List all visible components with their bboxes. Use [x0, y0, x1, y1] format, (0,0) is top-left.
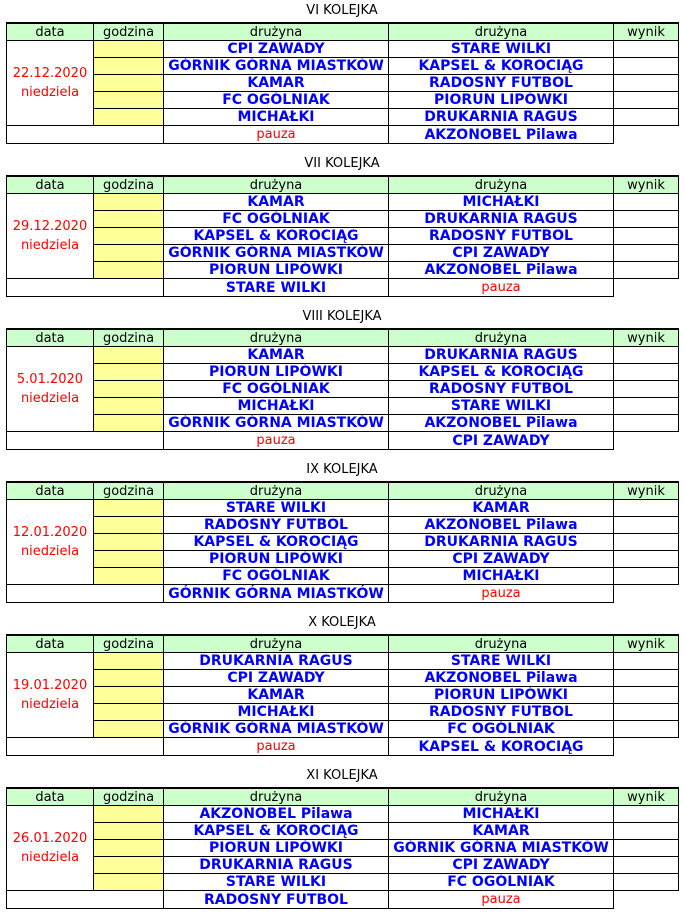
- match-row: [7, 806, 679, 823]
- away-team-cell: KAMAR: [389, 500, 614, 517]
- column-header-godzina: godzina: [94, 482, 164, 500]
- match-row: [7, 840, 679, 857]
- home-team-cell: pauza: [164, 432, 389, 450]
- away-team-cell: FC OGÓLNIAK: [389, 721, 614, 738]
- result-cell: [614, 75, 679, 92]
- column-header-wynik: wynik: [614, 482, 679, 500]
- round-section: [6, 3, 678, 144]
- match-row: [7, 228, 679, 245]
- result-cell: [614, 670, 679, 687]
- header-row: [7, 635, 679, 653]
- time-cell: [94, 704, 164, 721]
- home-team-cell: FC OGÓLNIAK: [164, 92, 389, 109]
- home-team-cell: PIORUN LIPÓWKI: [164, 364, 389, 381]
- result-cell: [614, 568, 679, 585]
- date-cell: [7, 194, 94, 279]
- round-table: [6, 328, 679, 450]
- blank-spacer: [7, 279, 164, 297]
- result-cell: [614, 415, 679, 432]
- column-header-druzyna-home: drużyna: [164, 23, 389, 41]
- home-team-cell: FC OGÓLNIAK: [164, 211, 389, 228]
- time-cell: [94, 823, 164, 840]
- away-team-cell: RADOSNY FUTBOL: [389, 704, 614, 721]
- column-header-godzina: godzina: [94, 23, 164, 41]
- home-team-cell: PIORUN LIPÓWKI: [164, 551, 389, 568]
- time-cell: [94, 364, 164, 381]
- result-cell: [614, 704, 679, 721]
- column-header-godzina: godzina: [94, 635, 164, 653]
- blank-spacer: [7, 585, 164, 603]
- home-team-cell: GÓRNIK GÓRNA MIASTKÓW: [164, 721, 389, 738]
- away-team-cell: CPI ZAWADY: [389, 551, 614, 568]
- result-cell: [614, 857, 679, 874]
- header-row: [7, 482, 679, 500]
- away-team-cell: KAPSEL & KOROCIĄG: [389, 58, 614, 75]
- result-cell: [614, 228, 679, 245]
- away-team-cell: KAMAR: [389, 823, 614, 840]
- away-team-cell: pauza: [389, 585, 614, 603]
- result-cell: [614, 109, 679, 126]
- day-name: niedziela: [20, 850, 80, 865]
- match-row: [7, 347, 679, 364]
- away-team-cell: AKZONOBEL Pilawa: [389, 126, 614, 144]
- day-name: niedziela: [20, 391, 80, 406]
- time-cell: [94, 75, 164, 92]
- header-row: [7, 329, 679, 347]
- home-team-cell: KAPSEL & KOROCIĄG: [164, 228, 389, 245]
- away-team-cell: DRUKARNIA RAGUS: [389, 534, 614, 551]
- blank-spacer: [7, 891, 164, 909]
- away-team-cell: GÓRNIK GÓRNA MIASTKÓW: [389, 840, 614, 857]
- round-table: [6, 22, 679, 144]
- match-row: [7, 92, 679, 109]
- blank-spacer: [7, 738, 164, 756]
- match-row: [7, 857, 679, 874]
- away-team-cell: STARE WILKI: [389, 653, 614, 670]
- home-team-cell: PIORUN LIPÓWKI: [164, 840, 389, 857]
- home-team-cell: MICHAŁKI: [164, 704, 389, 721]
- result-cell: [614, 517, 679, 534]
- column-header-druzyna-home: drużyna: [164, 482, 389, 500]
- home-team-cell: PIORUN LIPÓWKI: [164, 262, 389, 279]
- home-team-cell: KAPSEL & KOROCIĄG: [164, 823, 389, 840]
- away-team-cell: MICHAŁKI: [389, 806, 614, 823]
- round-title: IX KOLEJKA: [306, 462, 378, 477]
- time-cell: [94, 245, 164, 262]
- result-cell: [614, 58, 679, 75]
- time-cell: [94, 415, 164, 432]
- match-row: [7, 823, 679, 840]
- match-row: [7, 415, 679, 432]
- time-cell: [94, 398, 164, 415]
- column-header-godzina: godzina: [94, 329, 164, 347]
- away-team-cell: RADOSNY FUTBOL: [389, 228, 614, 245]
- date-cell: [7, 347, 94, 432]
- time-cell: [94, 41, 164, 58]
- result-cell: [614, 41, 679, 58]
- away-team-cell: DRUKARNIA RAGUS: [389, 211, 614, 228]
- time-cell: [94, 500, 164, 517]
- result-cell: [614, 262, 679, 279]
- home-team-cell: DRUKARNIA RAGUS: [164, 857, 389, 874]
- pauza-row: [7, 126, 679, 144]
- round-section: [6, 156, 678, 297]
- column-header-data: data: [7, 635, 94, 653]
- column-header-druzyna-home: drużyna: [164, 329, 389, 347]
- time-cell: [94, 806, 164, 823]
- date-cell: [7, 41, 94, 126]
- match-row: [7, 874, 679, 891]
- time-cell: [94, 211, 164, 228]
- round-title: VIII KOLEJKA: [302, 309, 382, 324]
- home-team-cell: GÓRNIK GÓRNA MIASTKÓW: [164, 415, 389, 432]
- home-team-cell: MICHAŁKI: [164, 398, 389, 415]
- round-table: [6, 634, 679, 756]
- match-row: [7, 534, 679, 551]
- date-value: 26.01.2020: [12, 831, 88, 846]
- column-header-druzyna-home: drużyna: [164, 635, 389, 653]
- home-team-cell: RADOSNY FUTBOL: [164, 517, 389, 534]
- time-cell: [94, 262, 164, 279]
- result-cell: [614, 211, 679, 228]
- column-header-data: data: [7, 788, 94, 806]
- result-cell: [614, 823, 679, 840]
- day-name: niedziela: [20, 544, 80, 559]
- match-row: [7, 398, 679, 415]
- match-row: [7, 262, 679, 279]
- pauza-row: [7, 738, 679, 756]
- league-schedule: [0, 3, 685, 909]
- time-cell: [94, 194, 164, 211]
- home-team-cell: GÓRNIK GÓRNA MIASTKÓW: [164, 58, 389, 75]
- home-team-cell: AKZONOBEL Pilawa: [164, 806, 389, 823]
- column-header-druzyna-away: drużyna: [389, 329, 614, 347]
- round-title: VII KOLEJKA: [304, 156, 380, 171]
- home-team-cell: KAMAR: [164, 75, 389, 92]
- time-cell: [94, 347, 164, 364]
- home-team-cell: pauza: [164, 738, 389, 756]
- date-value: 29.12.2020: [12, 219, 88, 234]
- column-header-druzyna-away: drużyna: [389, 635, 614, 653]
- away-team-cell: KAPSEL & KOROCIĄG: [389, 364, 614, 381]
- away-team-cell: STARE WILKI: [389, 398, 614, 415]
- away-team-cell: PIORUN LIPÓWKI: [389, 687, 614, 704]
- match-row: [7, 211, 679, 228]
- home-team-cell: STARE WILKI: [164, 874, 389, 891]
- match-row: [7, 551, 679, 568]
- away-team-cell: MICHAŁKI: [389, 194, 614, 211]
- round-table: [6, 481, 679, 603]
- away-team-cell: AKZONOBEL Pilawa: [389, 517, 614, 534]
- home-team-cell: KAMAR: [164, 347, 389, 364]
- away-team-cell: DRUKARNIA RAGUS: [389, 109, 614, 126]
- match-row: [7, 653, 679, 670]
- match-row: [7, 364, 679, 381]
- home-team-cell: FC OGÓLNIAK: [164, 381, 389, 398]
- column-header-druzyna-away: drużyna: [389, 788, 614, 806]
- column-header-data: data: [7, 23, 94, 41]
- blank-spacer: [7, 126, 164, 144]
- column-header-data: data: [7, 482, 94, 500]
- column-header-wynik: wynik: [614, 788, 679, 806]
- result-cell: [614, 687, 679, 704]
- day-name: niedziela: [20, 697, 80, 712]
- column-header-wynik: wynik: [614, 329, 679, 347]
- away-team-cell: AKZONOBEL Pilawa: [389, 670, 614, 687]
- match-row: [7, 670, 679, 687]
- home-team-cell: DRUKARNIA RAGUS: [164, 653, 389, 670]
- column-header-godzina: godzina: [94, 788, 164, 806]
- column-header-druzyna-home: drużyna: [164, 788, 389, 806]
- round-section: [6, 615, 678, 756]
- day-name: niedziela: [20, 85, 80, 100]
- match-row: [7, 109, 679, 126]
- column-header-druzyna-home: drużyna: [164, 176, 389, 194]
- pauza-row: [7, 891, 679, 909]
- time-cell: [94, 228, 164, 245]
- date-value: 5.01.2020: [16, 372, 84, 387]
- away-team-cell: CPI ZAWADY: [389, 432, 614, 450]
- time-cell: [94, 58, 164, 75]
- time-cell: [94, 551, 164, 568]
- time-cell: [94, 92, 164, 109]
- home-team-cell: MICHAŁKI: [164, 109, 389, 126]
- time-cell: [94, 109, 164, 126]
- away-team-cell: RADOSNY FUTBOL: [389, 381, 614, 398]
- pauza-row: [7, 432, 679, 450]
- home-team-cell: GÓRNIK GÓRNA MIASTKÓW: [164, 245, 389, 262]
- home-team-cell: pauza: [164, 126, 389, 144]
- time-cell: [94, 874, 164, 891]
- match-row: [7, 721, 679, 738]
- result-cell: [614, 194, 679, 211]
- away-team-cell: CPI ZAWADY: [389, 857, 614, 874]
- round-title: VI KOLEJKA: [306, 3, 378, 18]
- column-header-wynik: wynik: [614, 635, 679, 653]
- result-cell: [614, 500, 679, 517]
- home-team-cell: KAMAR: [164, 687, 389, 704]
- match-row: [7, 500, 679, 517]
- column-header-wynik: wynik: [614, 176, 679, 194]
- match-row: [7, 568, 679, 585]
- match-row: [7, 517, 679, 534]
- away-team-cell: PIORUN LIPÓWKI: [389, 92, 614, 109]
- time-cell: [94, 687, 164, 704]
- away-team-cell: STARE WILKI: [389, 41, 614, 58]
- result-cell: [614, 653, 679, 670]
- match-row: [7, 194, 679, 211]
- column-header-druzyna-away: drużyna: [389, 176, 614, 194]
- result-cell: [614, 364, 679, 381]
- round-table: [6, 787, 679, 909]
- round-section: [6, 309, 678, 450]
- match-row: [7, 687, 679, 704]
- home-team-cell: KAPSEL & KOROCIĄG: [164, 534, 389, 551]
- result-cell: [614, 874, 679, 891]
- time-cell: [94, 857, 164, 874]
- time-cell: [94, 840, 164, 857]
- away-team-cell: RADOSNY FUTBOL: [389, 75, 614, 92]
- away-team-cell: FC OGÓLNIAK: [389, 874, 614, 891]
- home-team-cell: KAMAR: [164, 194, 389, 211]
- date-cell: [7, 500, 94, 585]
- date-cell: [7, 806, 94, 891]
- away-team-cell: KAPSEL & KOROCIĄG: [389, 738, 614, 756]
- match-row: [7, 245, 679, 262]
- header-row: [7, 176, 679, 194]
- header-row: [7, 788, 679, 806]
- result-cell: [614, 92, 679, 109]
- away-team-cell: pauza: [389, 891, 614, 909]
- time-cell: [94, 670, 164, 687]
- result-cell: [614, 806, 679, 823]
- time-cell: [94, 568, 164, 585]
- day-name: niedziela: [20, 238, 80, 253]
- date-value: 12.01.2020: [12, 525, 88, 540]
- result-cell: [614, 551, 679, 568]
- away-team-cell: MICHAŁKI: [389, 568, 614, 585]
- round-section: [6, 768, 678, 909]
- time-cell: [94, 653, 164, 670]
- column-header-data: data: [7, 176, 94, 194]
- pauza-row: [7, 279, 679, 297]
- result-cell: [614, 534, 679, 551]
- match-row: [7, 75, 679, 92]
- match-row: [7, 704, 679, 721]
- column-header-data: data: [7, 329, 94, 347]
- time-cell: [94, 534, 164, 551]
- away-team-cell: pauza: [389, 279, 614, 297]
- time-cell: [94, 517, 164, 534]
- result-cell: [614, 381, 679, 398]
- time-cell: [94, 381, 164, 398]
- home-team-cell: FC OGÓLNIAK: [164, 568, 389, 585]
- home-team-cell: RADOSNY FUTBOL: [164, 891, 389, 909]
- date-value: 19.01.2020: [12, 678, 88, 693]
- result-cell: [614, 840, 679, 857]
- round-section: [6, 462, 678, 603]
- result-cell: [614, 245, 679, 262]
- round-title: XI KOLEJKA: [306, 768, 378, 783]
- date-value: 22.12.2020: [12, 66, 88, 81]
- column-header-godzina: godzina: [94, 176, 164, 194]
- home-team-cell: STARE WILKI: [164, 279, 389, 297]
- time-cell: [94, 721, 164, 738]
- blank-spacer: [7, 432, 164, 450]
- away-team-cell: AKZONOBEL Pilawa: [389, 262, 614, 279]
- home-team-cell: GÓRNIK GÓRNA MIASTKÓW: [164, 585, 389, 603]
- round-table: [6, 175, 679, 297]
- away-team-cell: CPI ZAWADY: [389, 245, 614, 262]
- away-team-cell: DRUKARNIA RAGUS: [389, 347, 614, 364]
- result-cell: [614, 721, 679, 738]
- date-cell: [7, 653, 94, 738]
- round-title: X KOLEJKA: [308, 615, 376, 630]
- away-team-cell: AKZONOBEL Pilawa: [389, 415, 614, 432]
- result-cell: [614, 347, 679, 364]
- result-cell: [614, 398, 679, 415]
- home-team-cell: CPI ZAWADY: [164, 41, 389, 58]
- match-row: [7, 58, 679, 75]
- column-header-druzyna-away: drużyna: [389, 23, 614, 41]
- match-row: [7, 381, 679, 398]
- home-team-cell: STARE WILKI: [164, 500, 389, 517]
- column-header-druzyna-away: drużyna: [389, 482, 614, 500]
- column-header-wynik: wynik: [614, 23, 679, 41]
- match-row: [7, 41, 679, 58]
- header-row: [7, 23, 679, 41]
- pauza-row: [7, 585, 679, 603]
- home-team-cell: CPI ZAWADY: [164, 670, 389, 687]
